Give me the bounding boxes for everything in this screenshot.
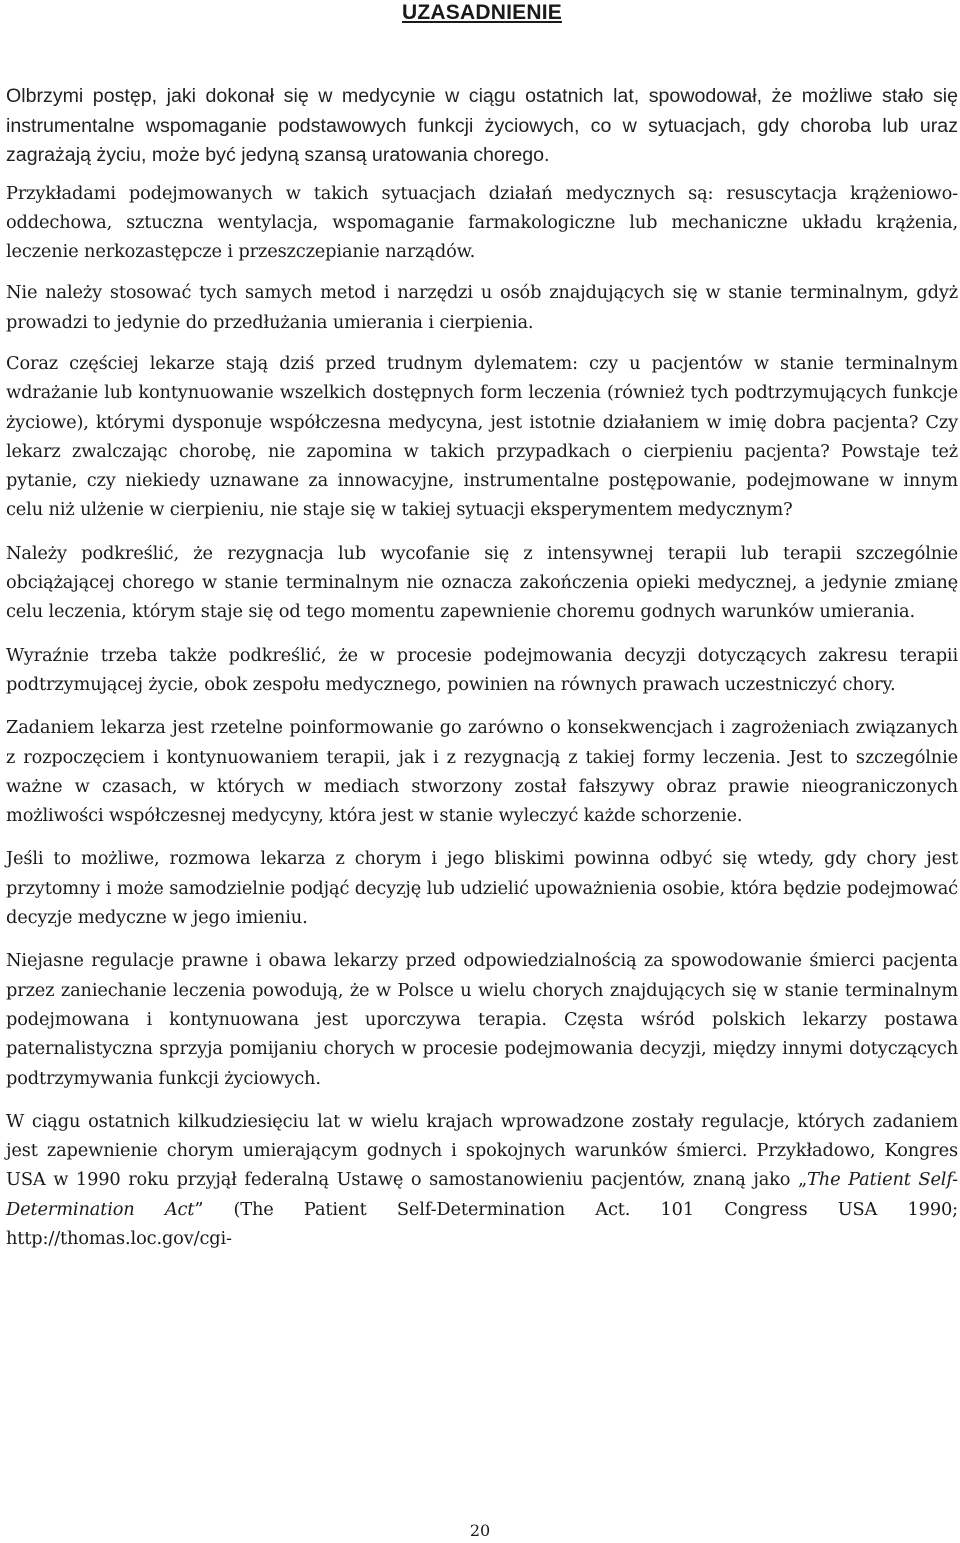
paragraph-9: Niejasne regulacje prawne i obawa lekarzy przed odpowiedzialnością za spowodowanie śmierci pacjenta przez zaniechanie leczenia powodują, że w Polsce u wielu chorych znajdujących się w stanie terminalnym podejmowana i kontynuowana jest uporczywa terapia. Częsta wśród polskich lekarzy postawa paternalistyczna sprzyja pomijaniu chorych w procesie podejmowania decyzji, między innymi dotyczących podtrzymywania funkcji życiowych. (6, 950, 958, 1089)
paragraph-7: Zadaniem lekarza jest rzetelne poinformowanie go zarówno o konsekwencjach i zagrożeniach związanych z rozpoczęciem i kontynuowaniem terapii, jak i z rezygnacją z takiej formy leczenia. Jest to szczególnie ważne w czasach, w których w mediach stworzony został fałszywy obraz prawie nieograniczonych możliwości współczesnej medycyny, która jest w stanie wyleczyć każde schorzenie. (6, 717, 958, 827)
paragraph-10 (6, 1107, 958, 1253)
paragraph-1: Olbrzymi postęp, jaki dokonał się w medycynie w ciągu ostatnich lat, spowodował, że możliwe stało się instrumentalne wspomaganie podstawowych funkcji życiowych, co w sytuacjach, gdy choroba lub uraz zagrażają życiu, może być jedyną szansą uratowania chorego. (6, 85, 958, 166)
document-title: UZASADNIENIE (402, 1, 562, 24)
document-page (6, 0, 958, 1253)
paragraph-10-text-start: W ciągu ostatnich kilkudziesięciu lat w wielu krajach wprowadzone zostały regulacje, których zadaniem jest zapewnienie chorym umierającym godnych i spokojnych warunków śmierci. Przykładowo, Kongres USA w 1990 roku przyjął federalną Ustawę o samostanowieniu pacjentów, znaną jako „ (6, 1110, 958, 1191)
paragraph-10-text-end: ” (The Patient Self-Determination Act. 101 Congress USA 1990; http://thomas.loc.gov/cgi- (6, 1198, 958, 1249)
paragraph-2: Przykładami podejmowanych w takich sytuacjach działań medycznych są: resuscytacja krążeniowo-oddechowa, sztuczna wentylacja, wspomaganie farmakologiczne lub mechaniczne układu krążenia, leczenie nerkozastępcze i przeszczepianie narządów. (6, 182, 958, 263)
paragraph-6: Wyraźnie trzeba także podkreślić, że w procesie podejmowania decyzji dotyczących zakresu terapii podtrzymującej życie, obok zespołu medycznego, powinien na równych prawach uczestniczyć chory. (6, 644, 958, 695)
act-title-italic: The Patient Self-Determination Act (6, 1169, 959, 1220)
paragraph-8: Jeśli to możliwe, rozmowa lekarza z chorym i jego bliskimi powinna odbyć się wtedy, gdy chory jest przytomny i może samodzielnie podjąć decyzję lub udzielić upoważnienia osobie, która będzie podejmować decyzje medyczne w jego imieniu. (6, 848, 958, 929)
page-number: 20 (469, 1521, 491, 1540)
paragraph-3: Nie należy stosować tych samych metod i narzędzi u osób znajdujących się w stanie terminalnym, gdyż prowadzi to jedynie do przedłużania umierania i cierpienia. (6, 282, 958, 333)
paragraph-4: Coraz częściej lekarze stają dziś przed trudnym dylematem: czy u pacjentów w stanie terminalnym wdrażanie lub kontynuowanie wszelkich dostępnych form leczenia (również tych podtrzymujących funkcje życiowe), którymi dysponuje współczesna medycyna, jest istotnie działaniem w imię dobra pacjenta? Czy lekarz zwalczając chorobę, nie zapomina w takich przypadkach o cierpieniu pacjenta? Powstaje też pytanie, czy niekiedy uznawane za innowacyjne, instrumentalne postępowanie, podejmowane w innym celu niż ulżenie w cierpieniu, nie staje się w takiej sytuacji eksperymentem medycznym? (6, 352, 958, 521)
paragraph-5: Należy podkreślić, że rezygnacja lub wycofanie się z intensywnej terapii lub terapii szczególnie obciążającej chorego w stanie terminalnym nie oznacza zakończenia opieki medycznej, a jedynie zmianę celu leczenia, którym staje się od tego momentu zapewnienie choremu godnych warunków umierania. (6, 542, 958, 623)
